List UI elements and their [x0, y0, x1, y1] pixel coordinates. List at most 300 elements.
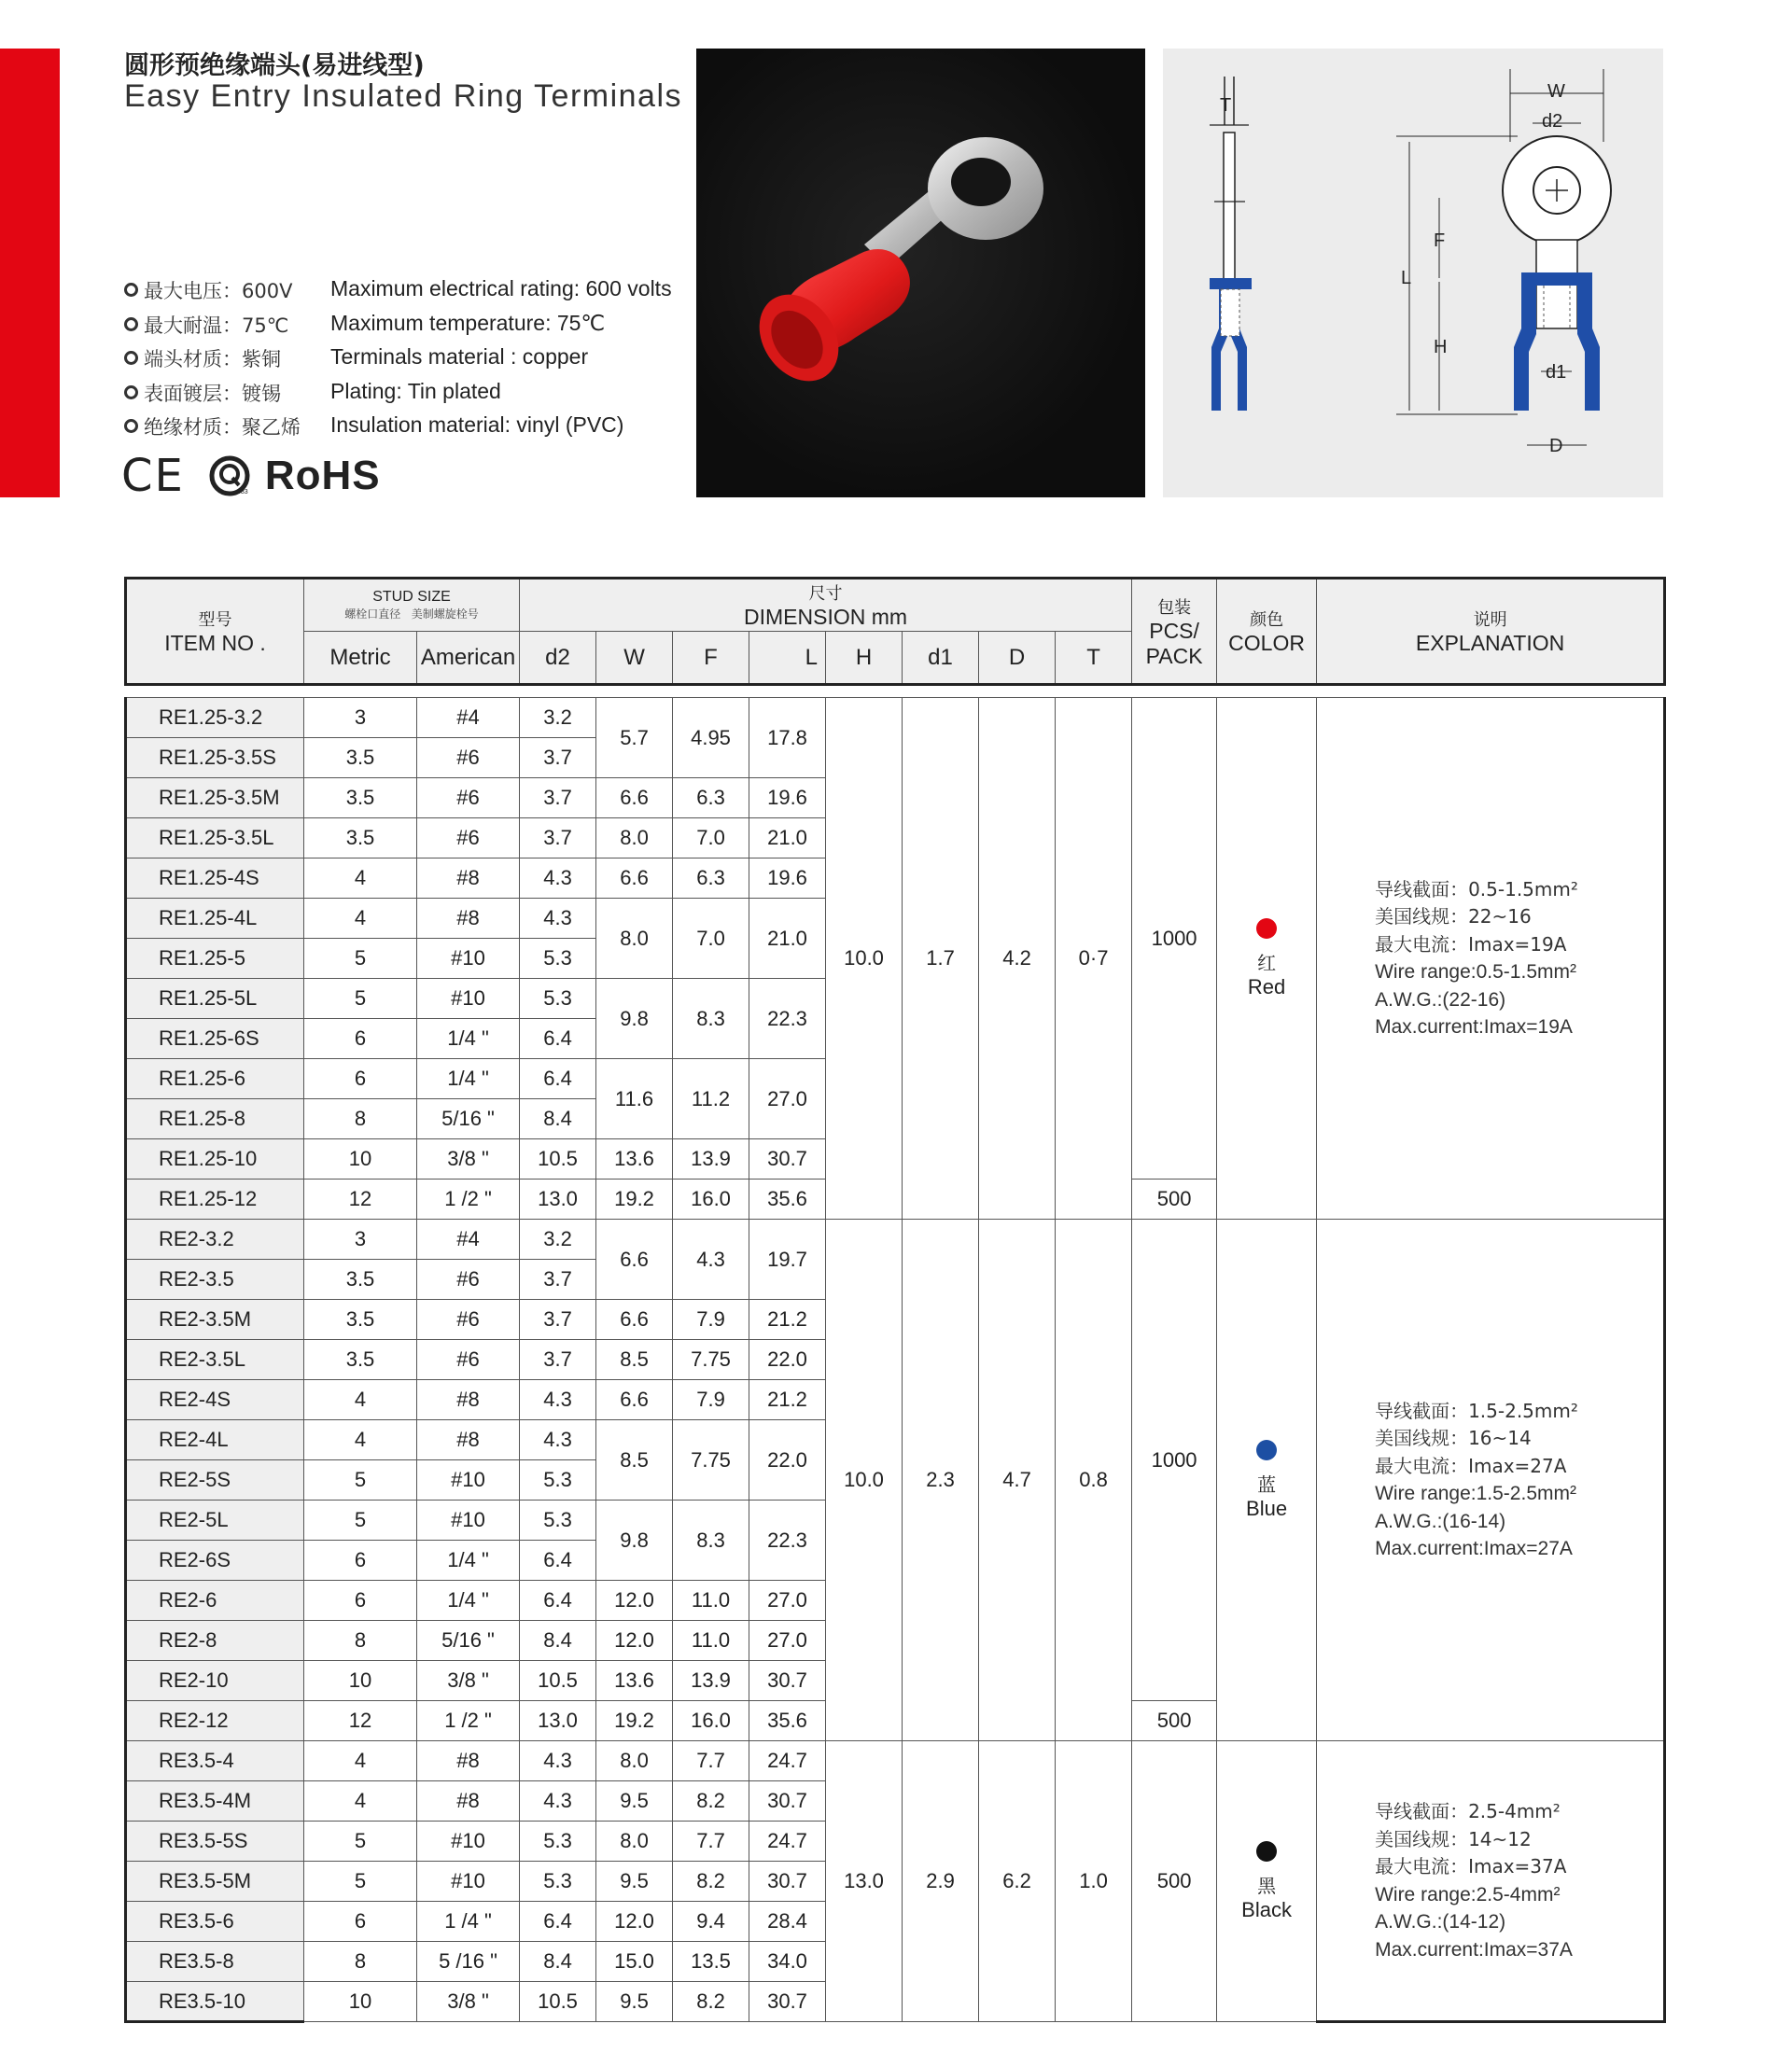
l-cell: 21.2 — [749, 1300, 826, 1340]
d2-cell: 3.7 — [520, 1260, 596, 1300]
w-cell: 8.5 — [596, 1420, 673, 1501]
header-d1: d1 — [903, 632, 979, 685]
american-cell: #8 — [417, 1781, 520, 1822]
color-dot-icon — [1256, 1841, 1277, 1862]
explanation-cell — [1317, 1220, 1665, 1741]
l-cell: 27.0 — [749, 1059, 826, 1139]
d2-cell: 3.7 — [520, 818, 596, 858]
metric-cell: 4 — [304, 1741, 417, 1781]
metric-cell: 6 — [304, 1902, 417, 1942]
spec-label-zh: 绝缘材质：聚乙烯 — [124, 412, 301, 440]
american-cell: #8 — [417, 858, 520, 899]
metric-cell: 4 — [304, 1380, 417, 1420]
explanation-line: 最大电流：Imax=19A — [1375, 932, 1567, 956]
d-cell: 4.7 — [979, 1220, 1056, 1741]
color-label-zh: 黑 — [1257, 1874, 1277, 1897]
f-cell: 11.2 — [673, 1059, 749, 1139]
american-cell: #6 — [417, 1340, 520, 1380]
explanation-line: 美国线规：22~16 — [1375, 905, 1532, 928]
item-no-cell: RE3.5-4M — [126, 1781, 304, 1822]
pcs-cell: 1000 — [1132, 698, 1217, 1180]
terminal-spec-table — [124, 577, 1666, 2023]
spec-label-zh: 端头材质：紫铜 — [124, 344, 281, 372]
explanation-line: Wire range:1.5-2.5mm² — [1375, 1483, 1576, 1504]
h-cell: 10.0 — [826, 698, 903, 1220]
american-cell: 1/4 " — [417, 1019, 520, 1059]
metric-cell: 3.5 — [304, 818, 417, 858]
american-cell: 1 /2 " — [417, 1180, 520, 1220]
w-cell: 9.5 — [596, 1982, 673, 2022]
d2-cell: 3.2 — [520, 1220, 596, 1260]
w-cell: 6.6 — [596, 1220, 673, 1300]
title-english: Easy Entry Insulated Ring Terminals — [124, 78, 683, 114]
d2-cell: 3.7 — [520, 1340, 596, 1380]
d2-cell: 3.7 — [520, 778, 596, 818]
header-metric: Metric — [304, 632, 417, 685]
spec-label-zh: 表面镀层：镀锡 — [124, 379, 281, 407]
l-cell: 19.7 — [749, 1220, 826, 1300]
explanation-line: 导线截面：1.5-2.5mm² — [1375, 1399, 1578, 1422]
american-cell: 5 /16 " — [417, 1942, 520, 1982]
american-cell: 3/8 " — [417, 1982, 520, 2022]
item-no-cell: RE1.25-3.5L — [126, 818, 304, 858]
spec-row — [124, 407, 693, 441]
title-chinese: 圆形预绝缘端头(易进线型) — [124, 51, 425, 80]
f-cell: 11.0 — [673, 1621, 749, 1661]
metric-cell: 10 — [304, 1139, 417, 1180]
svg-text:W: W — [1547, 81, 1565, 102]
f-cell: 16.0 — [673, 1701, 749, 1741]
f-cell: 8.2 — [673, 1862, 749, 1902]
ce-mark-icon: CE — [121, 450, 185, 502]
h-cell: 13.0 — [826, 1741, 903, 2022]
spec-label-en: Plating: Tin plated — [330, 378, 501, 403]
metric-cell: 5 — [304, 1862, 417, 1902]
l-cell: 21.2 — [749, 1380, 826, 1420]
metric-cell: 8 — [304, 1942, 417, 1982]
h-cell: 10.0 — [826, 1220, 903, 1741]
explanation-line: Wire range:2.5-4mm² — [1375, 1883, 1561, 1905]
w-cell: 13.6 — [596, 1661, 673, 1701]
f-cell: 7.75 — [673, 1420, 749, 1501]
american-cell: #10 — [417, 939, 520, 979]
d2-cell: 10.5 — [520, 1661, 596, 1701]
f-cell: 4.95 — [673, 698, 749, 778]
american-cell: #8 — [417, 1420, 520, 1460]
american-cell: #8 — [417, 1380, 520, 1420]
color-dot-icon — [1256, 1440, 1277, 1460]
american-cell: 1 /2 " — [417, 1701, 520, 1741]
american-cell: #10 — [417, 1822, 520, 1862]
d2-cell: 5.3 — [520, 1501, 596, 1541]
f-cell: 4.3 — [673, 1220, 749, 1300]
metric-cell: 5 — [304, 939, 417, 979]
d2-cell: 10.5 — [520, 1982, 596, 2022]
american-cell: 1/4 " — [417, 1581, 520, 1621]
explanation-cell — [1317, 1741, 1665, 2022]
d2-cell: 8.4 — [520, 1099, 596, 1139]
d2-cell: 4.3 — [520, 1420, 596, 1460]
spec-list — [124, 271, 693, 441]
l-cell: 35.6 — [749, 1180, 826, 1220]
item-no-cell: RE1.25-4S — [126, 858, 304, 899]
header-t: T — [1056, 632, 1132, 685]
item-no-cell: RE1.25-6S — [126, 1019, 304, 1059]
american-cell: #8 — [417, 1741, 520, 1781]
red-accent-bar — [0, 49, 60, 497]
american-cell: #10 — [417, 979, 520, 1019]
l-cell: 22.0 — [749, 1340, 826, 1380]
american-cell: 1/4 " — [417, 1059, 520, 1099]
svg-text:T: T — [1220, 95, 1232, 116]
explanation-line: Max.current:Imax=37A — [1375, 1938, 1573, 1961]
header-h: H — [826, 632, 903, 685]
d2-cell: 5.3 — [520, 939, 596, 979]
spec-label-zh: 最大电压：600V — [124, 276, 292, 304]
f-cell: 6.3 — [673, 778, 749, 818]
l-cell: 22.3 — [749, 1501, 826, 1581]
cqc-mark-icon — [209, 455, 250, 496]
american-cell: 1 /4 " — [417, 1902, 520, 1942]
header-explanation: 说明 EXPLANATION — [1317, 579, 1665, 685]
metric-cell: 4 — [304, 1420, 417, 1460]
l-cell: 27.0 — [749, 1621, 826, 1661]
metric-cell: 10 — [304, 1982, 417, 2022]
d-cell: 4.2 — [979, 698, 1056, 1220]
w-cell: 8.0 — [596, 1822, 673, 1862]
f-cell: 8.2 — [673, 1982, 749, 2022]
metric-cell: 4 — [304, 1781, 417, 1822]
technical-drawing — [1163, 49, 1663, 497]
item-no-cell: RE2-3.5L — [126, 1340, 304, 1380]
metric-cell: 3.5 — [304, 1340, 417, 1380]
l-cell: 35.6 — [749, 1701, 826, 1741]
f-cell: 7.9 — [673, 1300, 749, 1340]
item-no-cell: RE2-10 — [126, 1661, 304, 1701]
w-cell: 12.0 — [596, 1581, 673, 1621]
item-no-cell: RE1.25-5L — [126, 979, 304, 1019]
item-no-cell: RE1.25-5 — [126, 939, 304, 979]
d2-cell: 4.3 — [520, 899, 596, 939]
american-cell: #10 — [417, 1862, 520, 1902]
item-no-cell: RE3.5-5S — [126, 1822, 304, 1862]
w-cell: 9.5 — [596, 1781, 673, 1822]
item-no-cell: RE1.25-3.5M — [126, 778, 304, 818]
header-item-no: 型号 ITEM NO . — [126, 579, 304, 685]
d2-cell: 4.3 — [520, 1741, 596, 1781]
item-no-cell: RE2-3.2 — [126, 1220, 304, 1260]
spec-row — [124, 339, 693, 373]
d2-cell: 6.4 — [520, 1902, 596, 1942]
item-no-cell: RE2-4S — [126, 1380, 304, 1420]
f-cell: 8.3 — [673, 979, 749, 1059]
item-no-cell: RE2-3.5M — [126, 1300, 304, 1340]
l-cell: 30.7 — [749, 1661, 826, 1701]
w-cell: 12.0 — [596, 1621, 673, 1661]
american-cell: #4 — [417, 1220, 520, 1260]
l-cell: 30.7 — [749, 1139, 826, 1180]
explanation-line: A.W.G.:(16-14) — [1375, 1510, 1506, 1532]
header-separator — [126, 685, 1665, 698]
d2-cell: 4.3 — [520, 858, 596, 899]
spec-label-en: Maximum electrical rating: 600 volts — [330, 276, 672, 300]
d2-cell: 13.0 — [520, 1180, 596, 1220]
product-photo — [696, 49, 1145, 497]
item-no-cell: RE3.5-10 — [126, 1982, 304, 2022]
color-cell — [1217, 698, 1317, 1220]
item-no-cell: RE1.25-6 — [126, 1059, 304, 1099]
item-no-cell: RE2-6 — [126, 1581, 304, 1621]
color-label-zh: 红 — [1257, 951, 1277, 974]
l-cell: 22.3 — [749, 979, 826, 1059]
t-cell: 0.8 — [1056, 1220, 1132, 1741]
item-no-cell: RE2-4L — [126, 1420, 304, 1460]
explanation-line: Wire range:0.5-1.5mm² — [1375, 961, 1576, 983]
f-cell: 8.2 — [673, 1781, 749, 1822]
color-label-zh: 蓝 — [1257, 1473, 1277, 1496]
pcs-cell: 1000 — [1132, 1220, 1217, 1701]
metric-cell: 3.5 — [304, 1260, 417, 1300]
l-cell: 34.0 — [749, 1942, 826, 1982]
w-cell: 19.2 — [596, 1180, 673, 1220]
t-cell: 1.0 — [1056, 1741, 1132, 2022]
svg-text:L: L — [1401, 268, 1412, 288]
d2-cell: 10.5 — [520, 1139, 596, 1180]
l-cell: 27.0 — [749, 1581, 826, 1621]
spec-row — [124, 373, 693, 408]
svg-text:d2: d2 — [1542, 111, 1563, 132]
metric-cell: 6 — [304, 1581, 417, 1621]
f-cell: 13.5 — [673, 1942, 749, 1982]
american-cell: #4 — [417, 698, 520, 738]
l-cell: 17.8 — [749, 698, 826, 778]
d2-cell: 5.3 — [520, 1862, 596, 1902]
w-cell: 6.6 — [596, 1300, 673, 1340]
header-l: L — [749, 632, 826, 685]
header-dimension: 尺寸 DIMENSION mm — [520, 579, 1132, 632]
d2-cell: 3.2 — [520, 698, 596, 738]
w-cell: 9.5 — [596, 1862, 673, 1902]
color-cell — [1217, 1220, 1317, 1741]
pcs-cell-last: 500 — [1132, 1180, 1217, 1220]
american-cell: 5/16 " — [417, 1621, 520, 1661]
ring-terminal-photo-icon — [696, 49, 1145, 497]
explanation-line: 美国线规：14~12 — [1375, 1827, 1532, 1850]
d1-cell: 1.7 — [903, 698, 979, 1220]
item-no-cell: RE3.5-5M — [126, 1862, 304, 1902]
header-d2: d2 — [520, 632, 596, 685]
american-cell: #6 — [417, 778, 520, 818]
american-cell: 3/8 " — [417, 1139, 520, 1180]
d2-cell: 4.3 — [520, 1781, 596, 1822]
header-f: F — [673, 632, 749, 685]
d2-cell: 5.3 — [520, 1822, 596, 1862]
f-cell: 9.4 — [673, 1902, 749, 1942]
w-cell: 9.8 — [596, 1501, 673, 1581]
w-cell: 8.0 — [596, 1741, 673, 1781]
item-no-cell: RE2-3.5 — [126, 1260, 304, 1300]
explanation-line: Max.current:Imax=19A — [1375, 1016, 1573, 1038]
explanation-line: 美国线规：16~14 — [1375, 1427, 1532, 1449]
f-cell: 8.3 — [673, 1501, 749, 1581]
f-cell: 6.3 — [673, 858, 749, 899]
metric-cell: 10 — [304, 1661, 417, 1701]
american-cell: 3/8 " — [417, 1661, 520, 1701]
d2-cell: 5.3 — [520, 1460, 596, 1501]
metric-cell: 12 — [304, 1701, 417, 1741]
item-no-cell: RE2-5L — [126, 1501, 304, 1541]
item-no-cell: RE2-12 — [126, 1701, 304, 1741]
metric-cell: 5 — [304, 1460, 417, 1501]
svg-text:583: 583 — [236, 489, 248, 496]
metric-cell: 3.5 — [304, 778, 417, 818]
item-no-cell: RE1.25-12 — [126, 1180, 304, 1220]
header-stud-size: STUD SIZE 螺栓口直径 美制螺旋栓号 — [304, 579, 520, 632]
w-cell: 11.6 — [596, 1059, 673, 1139]
w-cell: 6.6 — [596, 1380, 673, 1420]
item-no-cell: RE1.25-10 — [126, 1139, 304, 1180]
f-cell: 16.0 — [673, 1180, 749, 1220]
f-cell: 7.7 — [673, 1822, 749, 1862]
certification-logos — [121, 452, 381, 500]
w-cell: 6.6 — [596, 858, 673, 899]
metric-cell: 4 — [304, 858, 417, 899]
color-label-en: Black — [1241, 1897, 1292, 1921]
header-color: 颜色 COLOR — [1217, 579, 1317, 685]
w-cell: 6.6 — [596, 778, 673, 818]
d2-cell: 6.4 — [520, 1019, 596, 1059]
t-cell: 0·7 — [1056, 698, 1132, 1220]
w-cell: 8.0 — [596, 818, 673, 858]
f-cell: 11.0 — [673, 1581, 749, 1621]
w-cell: 5.7 — [596, 698, 673, 778]
explanation-line: 最大电流：Imax=37A — [1375, 1855, 1567, 1878]
american-cell: #6 — [417, 818, 520, 858]
color-cell — [1217, 1741, 1317, 2022]
spec-label-en: Terminals material : copper — [330, 344, 589, 369]
svg-text:H: H — [1434, 337, 1448, 357]
american-cell: #6 — [417, 1300, 520, 1340]
d2-cell: 5.3 — [520, 979, 596, 1019]
metric-cell: 3 — [304, 698, 417, 738]
american-cell: #6 — [417, 1260, 520, 1300]
l-cell: 22.0 — [749, 1420, 826, 1501]
table-row — [126, 1220, 1665, 1260]
svg-text:D: D — [1549, 436, 1563, 456]
item-no-cell: RE1.25-8 — [126, 1099, 304, 1139]
item-no-cell: RE2-5S — [126, 1460, 304, 1501]
l-cell: 30.7 — [749, 1781, 826, 1822]
explanation-line: 导线截面：2.5-4mm² — [1375, 1800, 1561, 1822]
american-cell: #10 — [417, 1501, 520, 1541]
terminal-dimension-diagram-icon — [1163, 49, 1663, 497]
d2-cell: 3.7 — [520, 1300, 596, 1340]
american-cell: 1/4 " — [417, 1541, 520, 1581]
metric-cell: 3 — [304, 1220, 417, 1260]
pcs-cell-last: 500 — [1132, 1701, 1217, 1741]
item-no-cell: RE2-8 — [126, 1621, 304, 1661]
d2-cell: 6.4 — [520, 1059, 596, 1099]
w-cell: 8.0 — [596, 899, 673, 979]
table-row — [126, 1741, 1665, 1781]
header-w: W — [596, 632, 673, 685]
w-cell: 19.2 — [596, 1701, 673, 1741]
metric-cell: 4 — [304, 899, 417, 939]
pcs-cell: 500 — [1132, 1741, 1217, 2022]
spec-label-en: Insulation material: vinyl (PVC) — [330, 412, 624, 437]
spec-label-zh: 最大耐温：75℃ — [124, 311, 288, 339]
f-cell: 13.9 — [673, 1139, 749, 1180]
metric-cell: 12 — [304, 1180, 417, 1220]
l-cell: 19.6 — [749, 778, 826, 818]
spec-row — [124, 305, 693, 340]
l-cell: 21.0 — [749, 818, 826, 858]
metric-cell: 5 — [304, 979, 417, 1019]
american-cell: #10 — [417, 1460, 520, 1501]
explanation-line: A.W.G.:(22-16) — [1375, 988, 1506, 1011]
f-cell: 7.75 — [673, 1340, 749, 1380]
metric-cell: 5 — [304, 1822, 417, 1862]
metric-cell: 8 — [304, 1621, 417, 1661]
item-no-cell: RE1.25-3.5S — [126, 738, 304, 778]
item-no-cell: RE3.5-8 — [126, 1942, 304, 1982]
l-cell: 28.4 — [749, 1902, 826, 1942]
item-no-cell: RE2-6S — [126, 1541, 304, 1581]
metric-cell: 8 — [304, 1099, 417, 1139]
metric-cell: 6 — [304, 1019, 417, 1059]
spec-row — [124, 271, 693, 305]
explanation-cell — [1317, 698, 1665, 1220]
item-no-cell: RE1.25-4L — [126, 899, 304, 939]
d2-cell: 4.3 — [520, 1380, 596, 1420]
header-pcs-pack: 包装 PCS/ PACK — [1132, 579, 1217, 685]
f-cell: 13.9 — [673, 1661, 749, 1701]
w-cell: 8.5 — [596, 1340, 673, 1380]
explanation-line: 导线截面：0.5-1.5mm² — [1375, 877, 1578, 900]
d2-cell: 13.0 — [520, 1701, 596, 1741]
l-cell: 21.0 — [749, 899, 826, 979]
w-cell: 15.0 — [596, 1942, 673, 1982]
f-cell: 7.7 — [673, 1741, 749, 1781]
d1-cell: 2.3 — [903, 1220, 979, 1741]
item-no-cell: RE3.5-4 — [126, 1741, 304, 1781]
d2-cell: 6.4 — [520, 1541, 596, 1581]
d2-cell: 3.7 — [520, 738, 596, 778]
american-cell: #8 — [417, 899, 520, 939]
f-cell: 7.0 — [673, 899, 749, 979]
l-cell: 24.7 — [749, 1822, 826, 1862]
d1-cell: 2.9 — [903, 1741, 979, 2022]
f-cell: 7.0 — [673, 818, 749, 858]
metric-cell: 6 — [304, 1059, 417, 1099]
d2-cell: 6.4 — [520, 1581, 596, 1621]
w-cell: 9.8 — [596, 979, 673, 1059]
w-cell: 12.0 — [596, 1902, 673, 1942]
spec-label-en: Maximum temperature: 75℃ — [330, 310, 606, 335]
metric-cell: 6 — [304, 1541, 417, 1581]
header-d: D — [979, 632, 1056, 685]
f-cell: 7.9 — [673, 1380, 749, 1420]
table-row — [126, 698, 1665, 738]
explanation-line: Max.current:Imax=27A — [1375, 1538, 1573, 1559]
d-cell: 6.2 — [979, 1741, 1056, 2022]
item-no-cell: RE1.25-3.2 — [126, 698, 304, 738]
d2-cell: 8.4 — [520, 1942, 596, 1982]
color-dot-icon — [1256, 918, 1277, 939]
explanation-line: 最大电流：Imax=27A — [1375, 1454, 1567, 1477]
metric-cell: 5 — [304, 1501, 417, 1541]
metric-cell: 3.5 — [304, 738, 417, 778]
